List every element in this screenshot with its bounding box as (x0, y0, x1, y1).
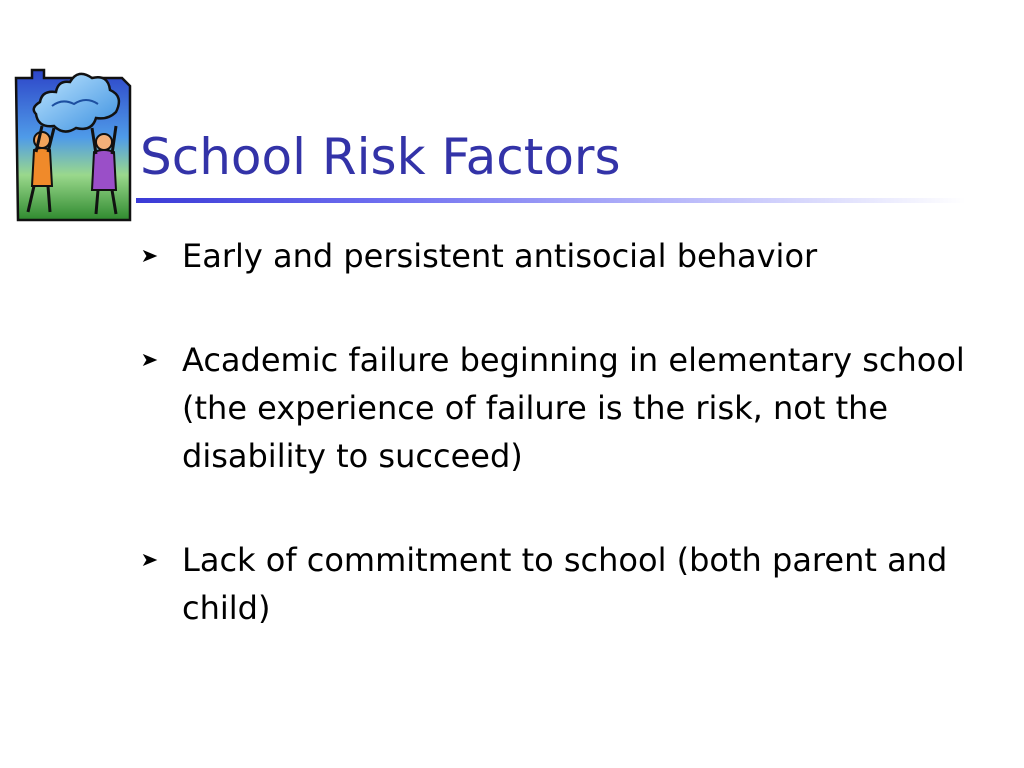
title-underline (136, 198, 966, 203)
bullet-text: Academic failure beginning in elementary school (the experience of failure is the risk, not the disability to succeed) (182, 341, 965, 475)
bullet-text: Lack of commitment to school (both parent and child) (182, 541, 948, 627)
arrow-bullet-icon (142, 352, 158, 368)
arrow-bullet-icon (142, 248, 158, 264)
puzzle-teamwork-icon (12, 62, 138, 228)
list-item (140, 336, 970, 480)
bullet-list (140, 232, 970, 688)
arrow-bullet-icon (142, 552, 158, 568)
page-title: School Risk Factors (140, 128, 621, 186)
list-item (140, 232, 970, 280)
list-item (140, 536, 970, 632)
bullet-text: Early and persistent antisocial behavior (182, 237, 818, 275)
